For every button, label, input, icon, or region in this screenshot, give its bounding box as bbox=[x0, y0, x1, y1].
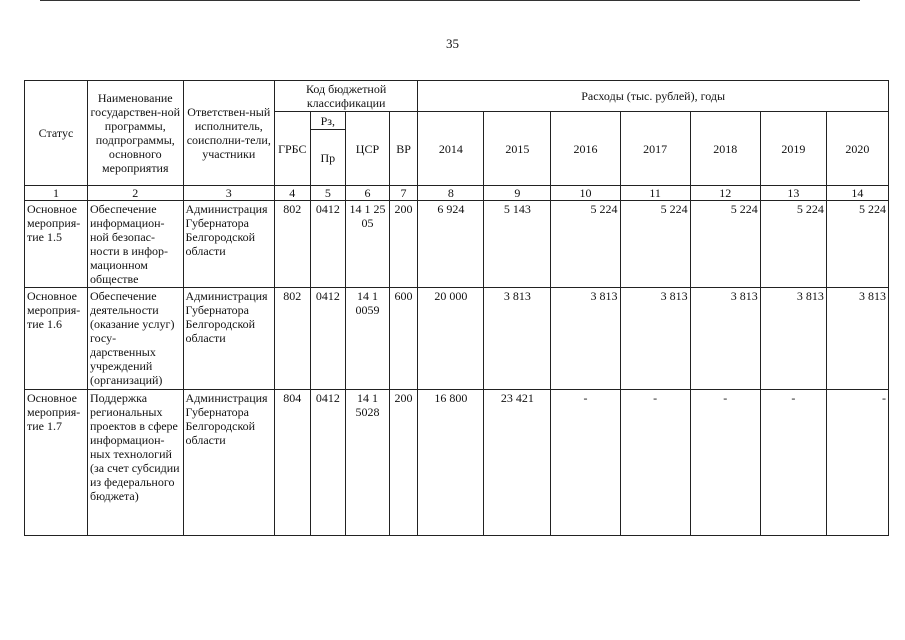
header-csr: ЦСР bbox=[346, 112, 390, 186]
row-value: - bbox=[690, 390, 760, 536]
top-rule bbox=[40, 0, 860, 1]
column-number: 7 bbox=[389, 186, 417, 201]
column-number: 14 bbox=[826, 186, 888, 201]
row-value: 5 224 bbox=[551, 201, 620, 288]
column-number: 9 bbox=[484, 186, 551, 201]
row-value: 23 421 bbox=[484, 390, 551, 536]
row-csr: 14 1 25 05 bbox=[346, 201, 390, 288]
row-value: 5 143 bbox=[484, 201, 551, 288]
row-value: - bbox=[826, 390, 888, 536]
header-year: 2019 bbox=[760, 112, 826, 186]
row-value: 3 813 bbox=[690, 288, 760, 390]
header-rz: Рз, bbox=[310, 112, 346, 130]
header-grbs: ГРБС bbox=[275, 112, 311, 186]
column-number: 2 bbox=[88, 186, 184, 201]
row-value: 20 000 bbox=[418, 288, 484, 390]
column-number: 3 bbox=[183, 186, 274, 201]
column-number: 8 bbox=[418, 186, 484, 201]
header-budget-code: Код бюджетной классификации bbox=[275, 81, 418, 112]
column-number: 13 bbox=[760, 186, 826, 201]
table-row bbox=[25, 390, 889, 536]
header-year: 2017 bbox=[620, 112, 690, 186]
column-number: 12 bbox=[690, 186, 760, 201]
header-executor: Ответствен-ный исполнитель, соисполни-тели, участники bbox=[183, 81, 274, 186]
row-name: Поддержка региональных проектов в сфере информацион-ных технологий (за счет субсидии из федерального бюджета) bbox=[88, 390, 184, 536]
row-value: 6 924 bbox=[418, 201, 484, 288]
column-number: 5 bbox=[310, 186, 346, 201]
row-csr: 14 1 0059 bbox=[346, 288, 390, 390]
row-vr: 200 bbox=[389, 201, 417, 288]
table-row bbox=[25, 201, 889, 288]
row-grbs: 802 bbox=[275, 288, 311, 390]
row-grbs: 802 bbox=[275, 201, 311, 288]
row-status: Основное мероприя-тие 1.5 bbox=[25, 201, 88, 288]
header-year: 2016 bbox=[551, 112, 620, 186]
row-status: Основное мероприя-тие 1.6 bbox=[25, 288, 88, 390]
row-vr: 600 bbox=[389, 288, 417, 390]
header-vr: ВР bbox=[389, 112, 417, 186]
row-rzpr: 0412 bbox=[310, 390, 346, 536]
column-number: 6 bbox=[346, 186, 390, 201]
row-value: 5 224 bbox=[620, 201, 690, 288]
column-number: 1 bbox=[25, 186, 88, 201]
header-name: Наименование государствен-ной программы, подпрограммы, основного мероприятия bbox=[88, 81, 184, 186]
table-row bbox=[25, 288, 889, 390]
column-number: 4 bbox=[275, 186, 311, 201]
row-vr: 200 bbox=[389, 390, 417, 536]
row-value: - bbox=[760, 390, 826, 536]
row-value: 3 813 bbox=[826, 288, 888, 390]
row-value: 3 813 bbox=[620, 288, 690, 390]
row-value: 5 224 bbox=[690, 201, 760, 288]
row-executor: Администрация Губернатора Белгородской области bbox=[183, 288, 274, 390]
column-number: 10 bbox=[551, 186, 620, 201]
budget-table bbox=[24, 80, 889, 536]
row-csr: 14 1 5028 bbox=[346, 390, 390, 536]
row-value: 5 224 bbox=[826, 201, 888, 288]
row-value: - bbox=[620, 390, 690, 536]
row-value: 3 813 bbox=[551, 288, 620, 390]
row-rzpr: 0412 bbox=[310, 288, 346, 390]
row-value: 16 800 bbox=[418, 390, 484, 536]
header-status: Статус bbox=[25, 81, 88, 186]
header-pr: Пр bbox=[310, 130, 346, 186]
page-number: 35 bbox=[446, 36, 459, 51]
column-number: 11 bbox=[620, 186, 690, 201]
row-value: 5 224 bbox=[760, 201, 826, 288]
row-value: 3 813 bbox=[760, 288, 826, 390]
header-year: 2018 bbox=[690, 112, 760, 186]
row-name: Обеспечение деятельности (оказание услуг) госу-дарственных учреждений (организаций) bbox=[88, 288, 184, 390]
row-executor: Администрация Губернатора Белгородской области bbox=[183, 201, 274, 288]
row-executor: Администрация Губернатора Белгородской области bbox=[183, 390, 274, 536]
header-year: 2015 bbox=[484, 112, 551, 186]
row-status: Основное мероприя-тие 1.7 bbox=[25, 390, 88, 536]
row-grbs: 804 bbox=[275, 390, 311, 536]
row-name: Обеспечение информацион-ной безопас-ности в инфор-мационном обществе bbox=[88, 201, 184, 288]
row-value: - bbox=[551, 390, 620, 536]
header-year: 2014 bbox=[418, 112, 484, 186]
row-value: 3 813 bbox=[484, 288, 551, 390]
header-expenses: Расходы (тыс. рублей), годы bbox=[418, 81, 889, 112]
row-rzpr: 0412 bbox=[310, 201, 346, 288]
header-year: 2020 bbox=[826, 112, 888, 186]
